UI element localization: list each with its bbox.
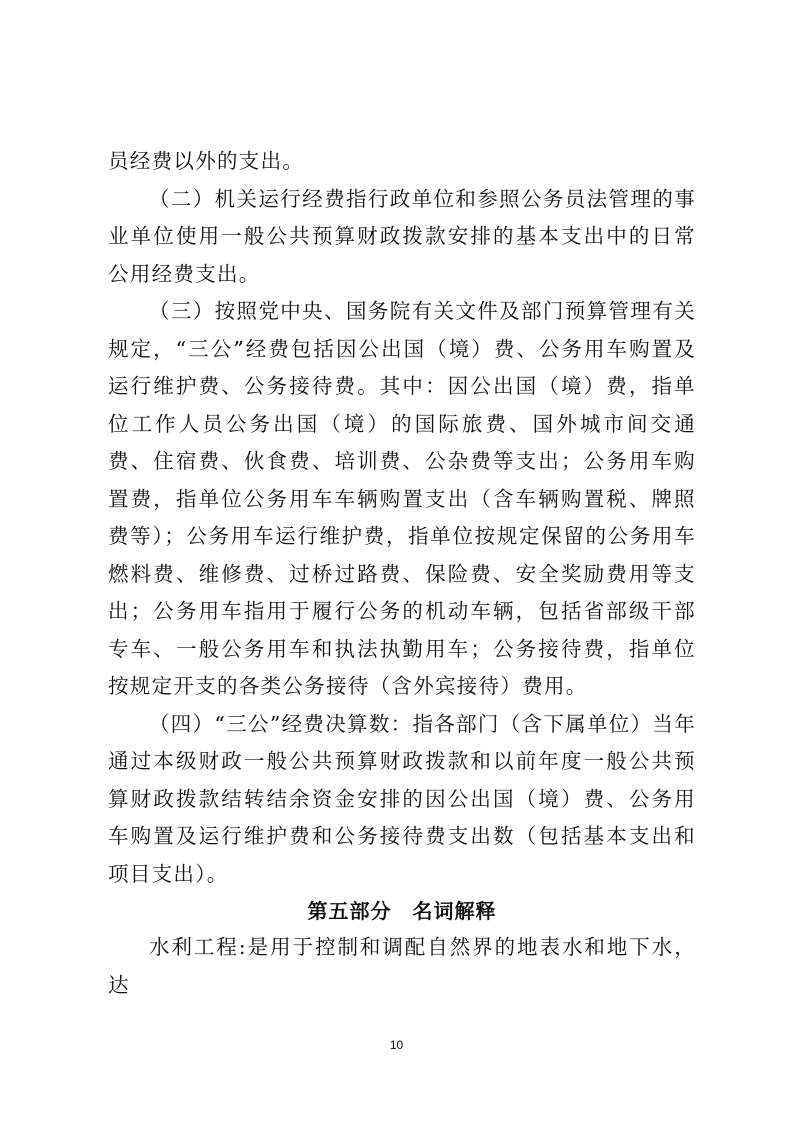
page-number: 10 [389, 1038, 404, 1052]
paragraph-item-4: （四）“三公”经费决算数：指各部门（含下属单位）当年通过本级财政一般公共预算财政拨款和以前年度一般公共预算财政拨款结转结余资金安排的因公出国（境）费、公务用车购置及运行维护费和公务接待费支出数（包括基本支出和项目支出）。 [108, 711, 696, 886]
paragraph-item-2: （二）机关运行经费指行政单位和参照公务员法管理的事业单位使用一般公共预算财政拨款安排的基本支出中的日常公用经费支出。 [108, 186, 696, 286]
body-text [108, 143, 696, 893]
paragraph-continuation: 员经费以外的支出。 [108, 149, 305, 173]
section-heading: 第五部分 名词解释 [307, 899, 497, 923]
term-definition-block [108, 929, 696, 1004]
paragraph-item-3: （三）按照党中央、国务院有关文件及部门预算管理有关规定，“三公”经费包括因公出国（境）费、公务用车购置及运行维护费、公务接待费。其中：因公出国（境）费，指单位工作人员公务出国（境）的国际旅费、国外城市间交通费、住宿费、伙食费、培训费、公杂费等支出；公务用车购置费，指单位公务用车车辆购置支出（含车辆购置税、牌照费等）；公务用车运行维护费，指单位按规定保留的公务用车燃料费、维修费、过桥过路费、保险费、安全奖励费用等支出；公务用车指用于履行公务的机动车辆，包括省部级干部专车、一般公务用车和执法执勤用车；公务接待费，指单位按规定开支的各类公务接待（含外宾接待）费用。 [108, 299, 696, 698]
term-definition: 水利工程:是用于控制和调配自然界的地表水和地下水，达 [108, 935, 696, 997]
